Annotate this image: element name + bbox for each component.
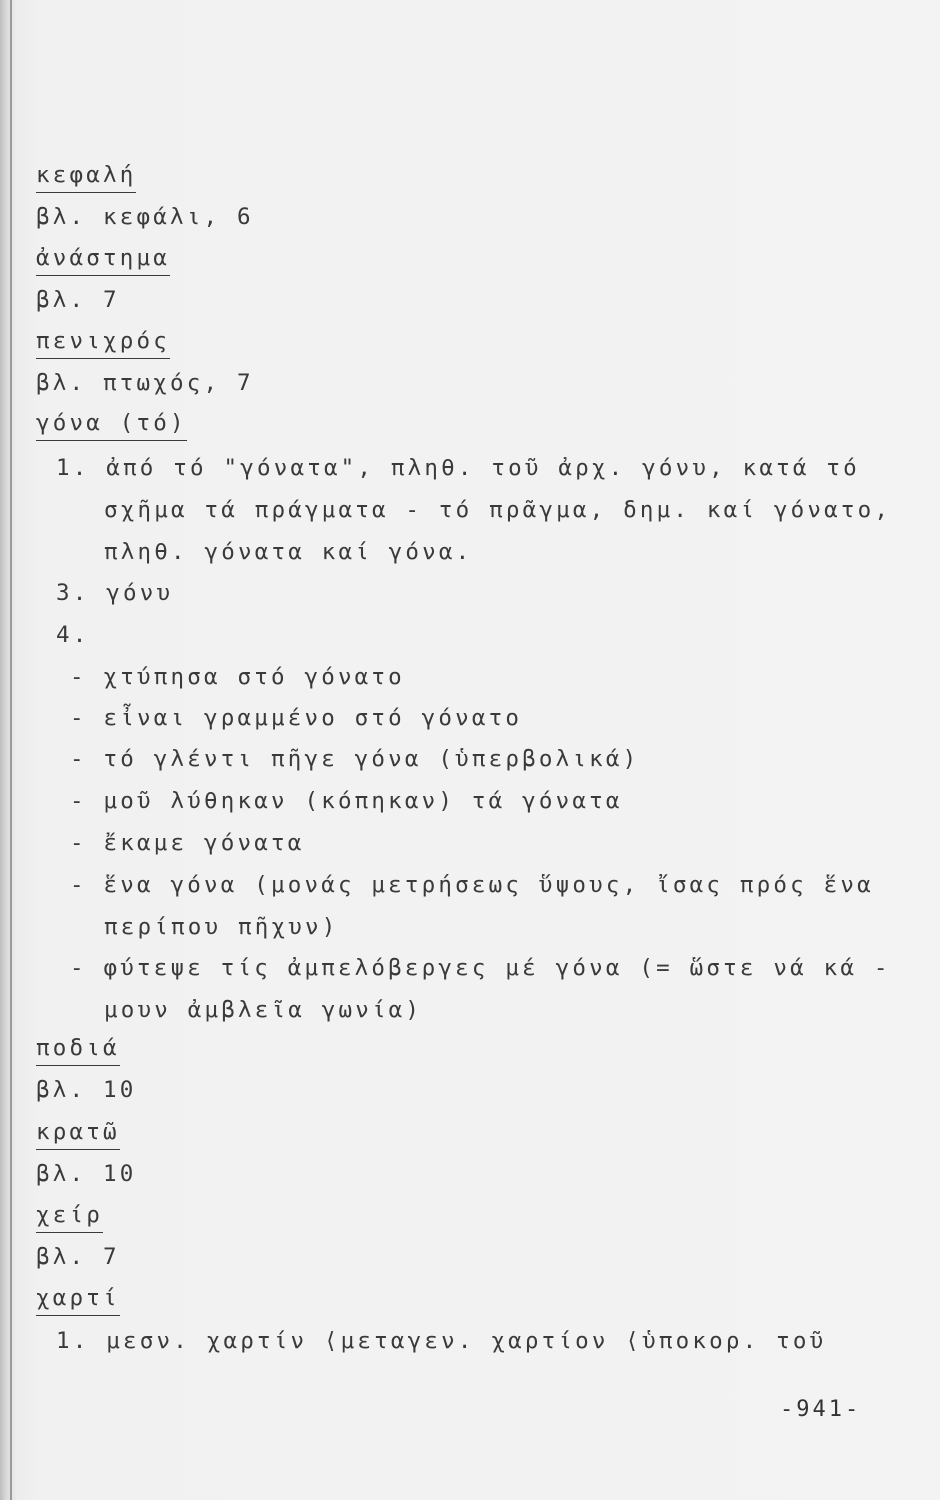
headword-gona: γόνα (τό) — [36, 408, 187, 441]
headword-penichros: πενιχρός — [36, 326, 170, 359]
gona-example-7-cont: μουν ἀμβλεῖα γωνία) — [104, 997, 423, 1023]
crossref-krato: βλ. 10 — [36, 1161, 137, 1187]
gona-example-1: - χτύπησα στό γόνατο — [70, 664, 405, 690]
gona-sense-3: 3. γόνυ — [56, 580, 174, 606]
crossref-anastima: βλ. 7 — [36, 287, 120, 313]
gona-example-7: - φύτεψε τίς ἀμπελόβεργες μέ γόνα (= ὥστε νά κά - — [70, 955, 891, 981]
gona-example-3: - τό γλέντι πῆγε γόνα (ὑπερβολικά) — [70, 746, 640, 772]
gona-example-6: - ἕνα γόνα (μονάς μετρήσεως ὕψους, ἴσας πρός ἕνα — [70, 872, 874, 898]
crossref-kefali: βλ. κεφάλι, 6 — [36, 204, 254, 230]
gona-example-6-cont: περίπου πῆχυν) — [104, 914, 339, 940]
headword-krato: κρατῶ — [36, 1117, 120, 1150]
crossref-podia: βλ. 10 — [36, 1077, 137, 1103]
gona-sense-1-line-2: σχῆμα τά πράγματα - τό πρᾶγμα, δημ. καί γόνατο, — [104, 497, 892, 523]
gona-example-2: - εἶναι γραμμένο στό γόνατο — [70, 705, 523, 731]
gona-example-5: - ἔκαμε γόνατα — [70, 830, 305, 856]
gona-example-4: - μοῦ λύθηκαν (κόπηκαν) τά γόνατα — [70, 788, 623, 814]
headword-podia: ποδιά — [36, 1033, 120, 1066]
gona-sense-4: 4. — [56, 622, 90, 648]
gona-sense-1-line-1: 1. ἀπό τό "γόνατα", πληθ. τοῦ ἀρχ. γόνυ, κατά τό — [56, 455, 860, 481]
headword-anastima: ἀνάστημα — [36, 243, 170, 276]
crossref-cheir: βλ. 7 — [36, 1244, 120, 1270]
headword-kefali: κεφαλή — [36, 160, 136, 193]
page-number: -941- — [780, 1397, 862, 1422]
crossref-penichros: βλ. πτωχός, 7 — [36, 370, 254, 396]
headword-charti: χαρτί — [36, 1283, 120, 1316]
charti-sense-1: 1. μεσν. χαρτίν ⟨μεταγεν. χαρτίον ⟨ὑποκορ. τοῦ — [56, 1328, 827, 1354]
binding-edge — [10, 0, 12, 1500]
headword-cheir: χείρ — [36, 1200, 103, 1233]
gona-sense-1-line-3: πληθ. γόνατα καί γόνα. — [104, 539, 473, 565]
